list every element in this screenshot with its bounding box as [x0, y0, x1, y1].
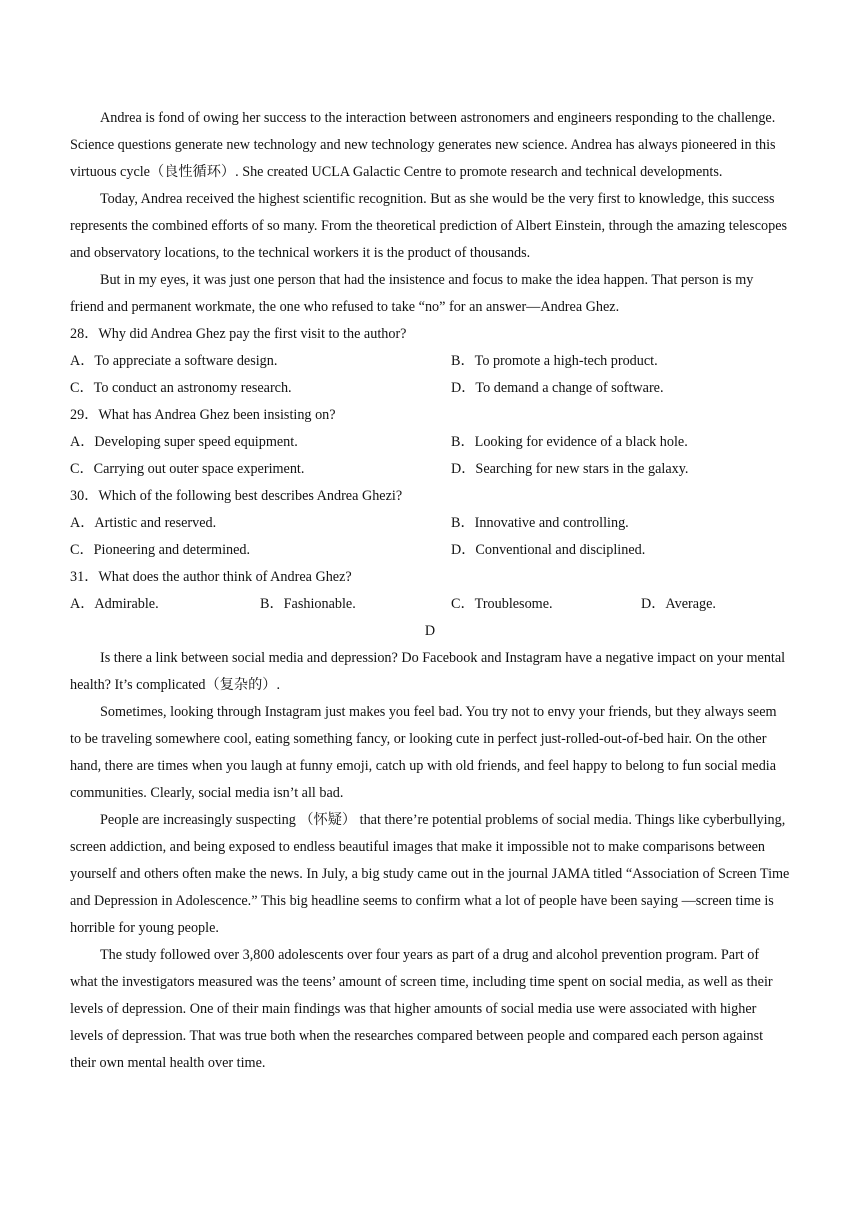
question-30-option-d: D．Conventional and disciplined.	[451, 542, 646, 558]
question-28-option-c: C．To conduct an astronomy research.	[70, 380, 292, 396]
question-28-options-row-1	[70, 348, 790, 375]
question-30-options-row-1	[70, 510, 790, 537]
passage-c-paragraph-1: Andrea is fond of owing her success to the interaction between astronomers and engineers responding to the challenge. Science questions generate new technology and new technology generates new science. Andrea has always pioneered in this virtuous cycle（良性循环）. She created UCLA Galactic Centre to promote research and technical developments.	[70, 110, 776, 180]
question-31-stem: 31．What does the author think of Andrea Ghez?	[70, 569, 352, 585]
question-28-stem: 28．Why did Andrea Ghez pay the first visit to the author?	[70, 326, 407, 342]
passage-c-paragraph-3: But in my eyes, it was just one person that had the insistence and focus to make the idea happen. That person is my friend and permanent workmate, the one who refused to take “no” for an answer—Andrea Ghez.	[70, 272, 754, 315]
question-30-option-c: C．Pioneering and determined.	[70, 542, 251, 558]
question-30-option-a: A．Artistic and reserved.	[70, 515, 217, 531]
question-31-option-a: A．Admirable.	[70, 596, 159, 612]
question-29-stem: 29．What has Andrea Ghez been insisting on?	[70, 407, 336, 423]
question-30-stem: 30．Which of the following best describes Andrea Ghezi?	[70, 488, 403, 504]
question-31-option-d: D．Average.	[641, 596, 716, 612]
question-29-option-b: B．Looking for evidence of a black hole.	[451, 434, 688, 450]
question-31-option-c: C．Troublesome.	[451, 596, 553, 612]
document-page	[70, 105, 790, 1077]
question-31-options-row	[70, 591, 790, 618]
question-29-option-a: A．Developing super speed equipment.	[70, 434, 298, 450]
question-30-option-b: B．Innovative and controlling.	[451, 515, 629, 531]
question-29-options-row-1	[70, 429, 790, 456]
passage-d-paragraph-1: Is there a link between social media and depression? Do Facebook and Instagram have a negative impact on your mental health? It’s complicated（复杂的）.	[70, 650, 786, 693]
question-28-option-b: B．To promote a high-tech product.	[451, 353, 658, 369]
passage-d-paragraph-3: People are increasingly suspecting （怀疑） that there’re potential problems of social media. Things like cyberbullying, screen addiction, and being exposed to endless beautiful images that make it impossible not to make comparisons between yourself and others often make the news. In July, a big study came out in the journal JAMA titled “Association of Screen Time and Depression in Adolescence.” This big headline seems to confirm what a lot of people have been saying —screen time is horrible for young people.	[70, 812, 790, 936]
question-28-option-a: A．To appreciate a software design.	[70, 353, 278, 369]
question-30-options-row-2	[70, 537, 790, 564]
question-28-option-d: D．To demand a change of software.	[451, 380, 664, 396]
passage-d-title: D	[424, 623, 436, 639]
passage-d-paragraph-4: The study followed over 3,800 adolescents over four years as part of a drug and alcohol prevention program. Part of what the investigators measured was the teens’ amount of screen time, including time spent on social media, as well as their levels of depression. One of their main findings was that higher amounts of social media use were associated with higher levels of depression. That was true both when the researches compared between people and compared each person against their own mental health over time.	[70, 947, 773, 1071]
question-28-options-row-2	[70, 375, 790, 402]
passage-c-paragraph-2: Today, Andrea received the highest scientific recognition. But as she would be the very first to knowledge, this success represents the combined efforts of so many. From the theoretical prediction of Albert Einstein, through the amazing telescopes and observatory locations, to the technical workers it is the product of thousands.	[70, 191, 788, 261]
question-29-option-c: C．Carrying out outer space experiment.	[70, 461, 305, 477]
question-31-option-b: B．Fashionable.	[260, 596, 356, 612]
question-29-option-d: D．Searching for new stars in the galaxy.	[451, 461, 689, 477]
passage-d-paragraph-2: Sometimes, looking through Instagram just makes you feel bad. You try not to envy your friends, but they always seem to be traveling somewhere cool, eating something fancy, or looking cute in perfect just-rolled-out-of-bed hair. On the other hand, there are times when you laugh at funny emoji, catch up with old friends, and feel happy to belong to fun social media communities. Clearly, social media isn’t all bad.	[70, 704, 777, 801]
question-29-options-row-2	[70, 456, 790, 483]
